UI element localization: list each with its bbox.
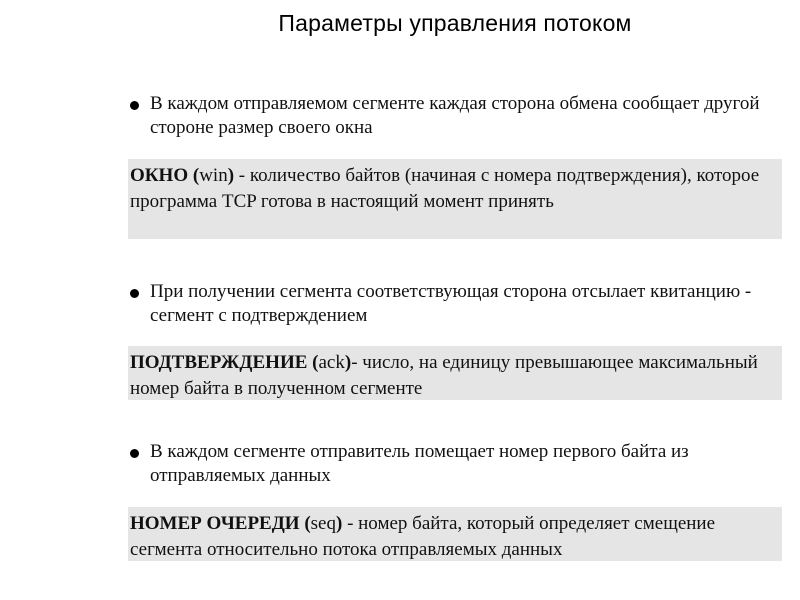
- bullet-dot-icon: [130, 101, 139, 110]
- bullet-item-window: [130, 92, 770, 140]
- definition-abbr: ack: [318, 352, 345, 373]
- definition-term-close: ): [227, 165, 235, 186]
- definition-text: - число, на единицу превышающее максимальный номер байта в полученном сегменте: [130, 352, 758, 399]
- definition-text: - номер байта, который определяет смещение сегмента относительно потока отправляемых данных: [130, 513, 716, 560]
- page-title: Параметры управления потоком: [278, 10, 632, 36]
- bullet-text: При получении сегмента соответствующая сторона отсылает квитанцию - сегмент с подтверждением: [150, 281, 752, 326]
- definition-seq: [128, 507, 782, 561]
- definition-ack: [128, 346, 782, 400]
- definition-term: ОКНО (: [130, 165, 200, 186]
- definition-text: - количество байтов (начиная с номера подтверждения), которое программа TCP готова в настоящий момент принять: [130, 165, 760, 212]
- definition-term-close: ): [335, 513, 343, 534]
- definition-term: НОМЕР ОЧЕРЕДИ (: [130, 513, 311, 534]
- definition-term-close: ): [344, 352, 352, 373]
- bullet-item-ack: [130, 280, 770, 328]
- bullet-dot-icon: [130, 289, 139, 298]
- definition-term: ПОДТВЕРЖДЕНИЕ (: [130, 352, 319, 373]
- definition-abbr: seq: [310, 513, 336, 534]
- bullet-text: В каждом отправляемом сегменте каждая сторона обмена сообщает другой стороне размер своего окна: [150, 93, 760, 138]
- bullet-text: В каждом сегменте отправитель помещает номер первого байта из отправляемых данных: [150, 441, 689, 486]
- bullet-dot-icon: [130, 449, 139, 458]
- definition-abbr: win: [199, 165, 228, 186]
- bullet-item-seq: [130, 440, 770, 488]
- definition-window: [128, 159, 782, 239]
